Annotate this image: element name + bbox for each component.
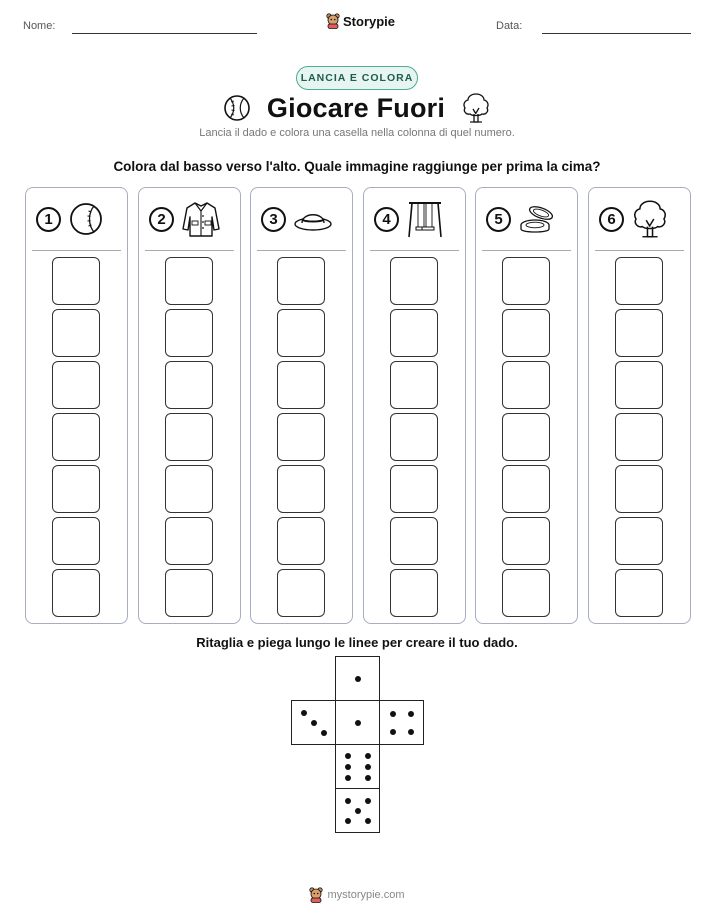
brand-name: Storypie — [343, 13, 396, 29]
column-3 — [250, 187, 353, 624]
color-cell[interactable] — [615, 257, 663, 305]
die-pip — [408, 711, 414, 717]
color-cell[interactable] — [390, 257, 438, 305]
column-header — [589, 188, 690, 250]
die-face-3 — [291, 700, 336, 745]
color-cell[interactable] — [615, 517, 663, 565]
color-cell[interactable] — [502, 413, 550, 461]
name-line[interactable] — [72, 33, 257, 34]
color-cell[interactable] — [165, 465, 213, 513]
column-number: 4 — [374, 207, 399, 232]
color-cell[interactable] — [165, 569, 213, 617]
column-number: 3 — [261, 207, 286, 232]
die-pip — [301, 710, 307, 716]
die-pip — [390, 729, 396, 735]
footer-url[interactable]: mystorypie.com — [327, 889, 405, 901]
color-cell[interactable] — [277, 569, 325, 617]
color-cell[interactable] — [502, 465, 550, 513]
tree-icon — [461, 92, 491, 124]
color-cell[interactable] — [52, 413, 100, 461]
die-pip — [390, 711, 396, 717]
date-label: Data: — [496, 20, 523, 32]
color-cell[interactable] — [390, 413, 438, 461]
die-pip — [408, 729, 414, 735]
color-cell[interactable] — [277, 257, 325, 305]
bear-mascot-icon — [326, 13, 340, 29]
column-2 — [138, 187, 241, 624]
color-cell[interactable] — [277, 361, 325, 409]
color-cell[interactable] — [165, 517, 213, 565]
column-header — [476, 188, 577, 250]
color-cell[interactable] — [52, 361, 100, 409]
baseball-icon — [223, 94, 251, 122]
sun-hat-icon — [293, 204, 333, 234]
column-number: 2 — [149, 207, 174, 232]
column-number: 6 — [599, 207, 624, 232]
color-cell[interactable] — [52, 517, 100, 565]
baseball-icon — [68, 201, 104, 237]
column-divider — [370, 250, 459, 251]
die-pip — [345, 798, 351, 804]
page-title — [0, 90, 714, 126]
die-pip — [345, 818, 351, 824]
die-face-1 — [335, 656, 380, 701]
color-cell[interactable] — [390, 569, 438, 617]
color-cell[interactable] — [165, 309, 213, 357]
date-line[interactable] — [542, 33, 691, 34]
die-pip — [345, 775, 351, 781]
die-pip — [365, 798, 371, 804]
die-pip — [355, 808, 361, 814]
color-cell[interactable] — [502, 569, 550, 617]
tree-icon — [631, 198, 669, 240]
color-cell[interactable] — [52, 569, 100, 617]
color-cell[interactable] — [277, 413, 325, 461]
die-face-6 — [335, 744, 380, 789]
color-cell[interactable] — [390, 517, 438, 565]
die-pip — [355, 720, 361, 726]
footer — [0, 887, 714, 903]
column-5 — [475, 187, 578, 624]
column-divider — [595, 250, 684, 251]
color-cell[interactable] — [165, 257, 213, 305]
column-number: 5 — [486, 207, 511, 232]
swing-icon — [406, 199, 444, 239]
color-cell[interactable] — [502, 361, 550, 409]
color-cell[interactable] — [502, 517, 550, 565]
die-pip — [345, 764, 351, 770]
color-cell[interactable] — [165, 361, 213, 409]
color-cell[interactable] — [390, 361, 438, 409]
color-cell[interactable] — [165, 413, 213, 461]
die-pip — [365, 775, 371, 781]
die-pip — [321, 730, 327, 736]
die-pip — [345, 753, 351, 759]
die-pip — [355, 676, 361, 682]
color-cell[interactable] — [502, 257, 550, 305]
column-divider — [482, 250, 571, 251]
column-divider — [32, 250, 121, 251]
die-pip — [365, 818, 371, 824]
column-4 — [363, 187, 466, 624]
column-header — [139, 188, 240, 250]
column-divider — [145, 250, 234, 251]
column-divider — [257, 250, 346, 251]
column-1 — [25, 187, 128, 624]
color-cell[interactable] — [615, 465, 663, 513]
die-pip — [365, 764, 371, 770]
die-face-5 — [335, 788, 380, 833]
column-header — [251, 188, 352, 250]
column-6 — [588, 187, 691, 624]
color-cell[interactable] — [52, 257, 100, 305]
die-pip — [311, 720, 317, 726]
color-cell[interactable] — [615, 361, 663, 409]
instruction: Colora dal basso verso l'alto. Quale immagine raggiunge per prima la cima? — [113, 159, 601, 174]
die-face-4 — [379, 700, 424, 745]
title-text: Giocare Fuori — [266, 92, 446, 123]
column-header — [26, 188, 127, 250]
activity-badge: LANCIA E COLORA — [296, 66, 418, 90]
bear-mascot-icon — [309, 887, 323, 903]
color-cell[interactable] — [615, 569, 663, 617]
color-cell[interactable] — [390, 465, 438, 513]
column-header — [364, 188, 465, 250]
color-cell[interactable] — [52, 465, 100, 513]
subtitle: Lancia il dado e colora una casella nella colonna di quel numero. — [199, 127, 515, 139]
cut-instruction: Ritaglia e piega lungo le linee per creare il tuo dado. — [196, 635, 518, 650]
color-cell[interactable] — [277, 309, 325, 357]
color-cell[interactable] — [277, 517, 325, 565]
color-cell[interactable] — [615, 413, 663, 461]
color-cell[interactable] — [615, 309, 663, 357]
column-number: 1 — [36, 207, 61, 232]
die-pip — [365, 753, 371, 759]
die-face-1-center — [335, 700, 380, 745]
color-cell[interactable] — [502, 309, 550, 357]
color-cell[interactable] — [390, 309, 438, 357]
name-label: Nome: — [23, 20, 56, 32]
jacket-icon — [181, 199, 221, 239]
color-cell[interactable] — [277, 465, 325, 513]
brand-logo — [326, 13, 395, 29]
sunscreen-jar-icon — [518, 202, 556, 236]
color-cell[interactable] — [52, 309, 100, 357]
